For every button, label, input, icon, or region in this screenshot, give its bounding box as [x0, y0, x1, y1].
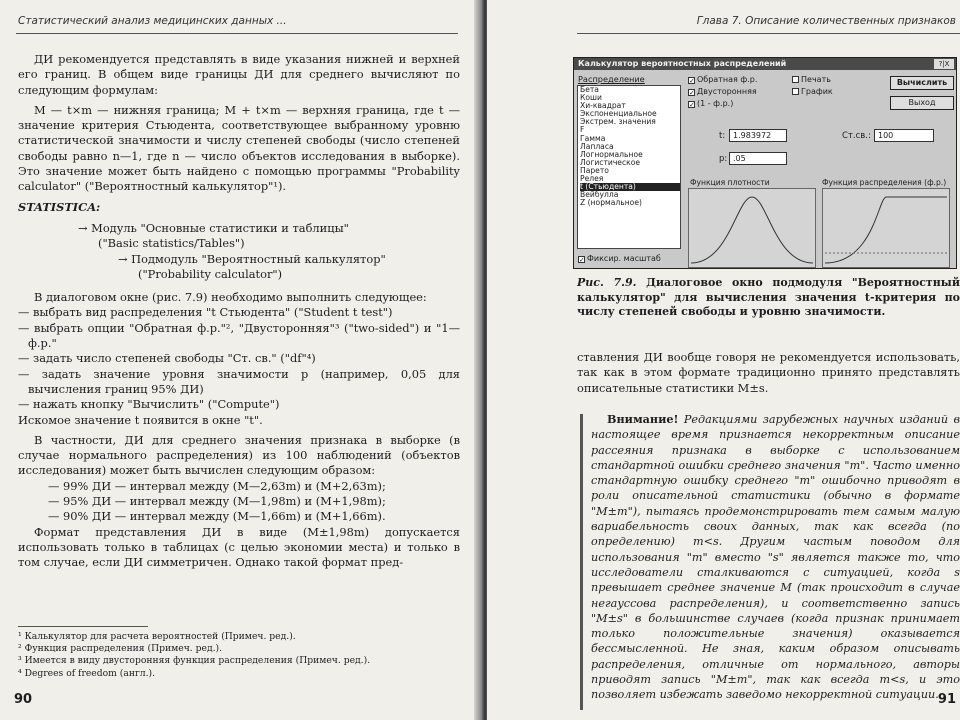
- graph-checkbox[interactable]: [792, 87, 833, 96]
- paragraph-5: В частности, ДИ для среднего значения признака в выборке (в случае нормального распределения) из 100 наблюдений (объектов исследования) может быть вычислен следующим образом:: [18, 432, 460, 478]
- step-3: — задать число степеней свободы "Ст. св." ("df"⁴): [18, 351, 316, 366]
- two-sided-checkbox[interactable]: [688, 87, 757, 96]
- figure-caption: [577, 276, 960, 320]
- print-checkbox[interactable]: [792, 75, 831, 84]
- checkbox-checked-icon: ✓: [689, 77, 695, 85]
- distribution-item[interactable]: Экспоненциальное: [580, 109, 657, 119]
- probability-calculator-dialog: [573, 57, 957, 269]
- ci-90: — 90% ДИ — интервал между (M—1,66m) и (M+1,66m).: [48, 509, 386, 524]
- checkbox-empty-icon: [792, 88, 799, 95]
- p-value-field[interactable]: .05: [729, 152, 787, 165]
- paragraph-2: M — t×m — нижняя граница; M + t×m — верхняя граница, где t — значение критерия Стьюдента, соответствующее выбранному уровню статистической значимости и числу степеней свободы (число степеней свободы равно n—1, где n — число объектов исследования в выборке). Это значение может быть найдено с помощью программы "Probability calculator" ("Вероятностный калькулятор"¹).: [18, 102, 460, 194]
- distribution-list[interactable]: [577, 85, 681, 249]
- cdf-graph-title: Функция распределения (ф.р.): [822, 178, 947, 187]
- graph-label: График: [801, 87, 833, 96]
- running-head-right: Глава 7. Описание количественных признаков: [696, 15, 956, 27]
- paragraph-continued: ставления ДИ вообще говоря не рекомендуется использовать, так как в этом формате традиционно принято представлять описательные статистики M±s.: [577, 350, 960, 395]
- menu-path-submodule: → Подмодуль "Вероятностный калькулятор": [118, 251, 386, 266]
- distribution-item[interactable]: t (Стьюдента): [580, 183, 680, 191]
- distribution-label: Распределение: [578, 74, 645, 84]
- footnote-1: ¹ Калькулятор для расчета вероятностей (Примеч. ред.).: [18, 631, 296, 642]
- note-label: Внимание!: [607, 412, 679, 426]
- footnote-2: ² Функция распределения (Примеч. ред.).: [18, 643, 223, 655]
- exit-button[interactable]: Выход: [890, 96, 954, 110]
- right-page: [487, 0, 960, 720]
- distribution-item[interactable]: Релея: [580, 174, 604, 184]
- print-label: Печать: [801, 75, 831, 84]
- cdf-graph: [822, 188, 950, 268]
- step-5: — нажать кнопку "Вычислить" ("Compute"): [18, 397, 280, 412]
- density-graph: [688, 188, 816, 268]
- distribution-item[interactable]: Коши: [580, 93, 602, 103]
- cdf-curve: [823, 189, 949, 267]
- distribution-item[interactable]: Вейбулла: [580, 190, 619, 200]
- page-number-left: 90: [14, 692, 33, 707]
- menu-path-module: → Модуль "Основные статистики и таблицы": [78, 220, 349, 235]
- one-minus-cdf-checkbox[interactable]: [688, 99, 733, 108]
- checkbox-checked-icon: ✓: [579, 256, 585, 264]
- step-1: — выбрать вид распределения "t Стьюдента" ("Student t test"): [18, 305, 393, 320]
- close-icon[interactable]: ?|X: [934, 59, 954, 69]
- distribution-item[interactable]: Логистическое: [580, 157, 641, 167]
- density-graph-title: Функция плотности: [690, 178, 770, 187]
- footnote-rule: [18, 626, 148, 627]
- two-sided-label: Двусторонняя: [697, 87, 757, 96]
- df-label: Ст.св.:: [842, 131, 871, 141]
- distribution-item[interactable]: Экстрем. значения: [580, 117, 656, 127]
- inverse-cdf-checkbox[interactable]: [688, 75, 757, 84]
- density-curve: [689, 189, 815, 267]
- checkbox-checked-icon: ✓: [689, 101, 695, 109]
- p-label: p:: [719, 154, 728, 164]
- fix-scale-label: Фиксир. масштаб: [587, 254, 661, 263]
- left-body: [18, 52, 460, 571]
- distribution-item[interactable]: F: [580, 125, 585, 135]
- ci-95: — 95% ДИ — интервал между (M—1,98m) и (M+1,98m);: [48, 494, 386, 509]
- note-bar: [580, 414, 583, 710]
- header-rule: [577, 33, 960, 34]
- t-label: t:: [719, 131, 726, 141]
- running-head-left: Статистический анализ медицинских данных ...: [18, 15, 287, 27]
- one-minus-cdf-label: (1 - ф.р.): [697, 99, 734, 108]
- figure-caption-text: Диалоговое окно подмодуля "Вероятностный калькулятор" для вычисления значения t-критерия по числу степеней свободы и уровню значимости.: [577, 276, 960, 318]
- checkbox-checked-icon: ✓: [689, 89, 695, 97]
- note-text: Редакциями зарубежных научных изданий в настоящее время признается некорректным описание рассеяния признака в выборке с использованием стандартной ошибки среднего значения "m". Часто именно стандартную ошибку среднего "m" ошибочно приводят в роли описательной статистики (обычно в формате "M±m"), пытаясь продемонстрировать тем самым малую вариабельность своих данных, так как всегда (по определению) m<s. Другим частым поводом для использования "m" вместо "s" является также то, что исследователи сталкиваются с ситуацией, когда s превышает среднее значение M (так происходит в случае негауссова распределения), и соответственно запись "M±s" в большинстве случаев (когда признак принимает только положительные значения) оказывается бессмысленной. Не зная, каким образом описывать распределения, отличные от нормального, авторы приводят запись "M±m", так как всегда m<s, и это позволяет избежать заведомо некорректной ситуации.: [591, 413, 960, 702]
- paragraph-3: В диалоговом окне (рис. 7.9) необходимо выполнить следующее:: [34, 290, 427, 305]
- menu-path-submodule-en: ("Probability calculator"): [138, 266, 283, 281]
- footnote-4: ⁴ Degrees of freedom (англ.).: [18, 667, 156, 679]
- distribution-item[interactable]: Лапласа: [580, 141, 614, 151]
- statistica-title: STATISTICA:: [18, 199, 101, 214]
- header-rule: [16, 33, 458, 34]
- inverse-cdf-label: Обратная ф.р.: [697, 75, 758, 84]
- dialog-title: Калькулятор вероятностных распределений: [574, 58, 956, 70]
- compute-button[interactable]: Вычислить: [890, 76, 954, 90]
- checkbox-empty-icon: [792, 76, 799, 83]
- ci-99: — 99% ДИ — интервал между (M—2,63m) и (M+2,63m);: [48, 478, 386, 493]
- paragraph-1: ДИ рекомендуется представлять в виде указания нижней и верхней его границ. В общем виде границы ДИ для среднего вычисляют по следующим формулам:: [18, 52, 460, 97]
- distribution-item[interactable]: Хи-квадрат: [580, 101, 626, 111]
- distribution-item[interactable]: Гамма: [580, 133, 606, 143]
- footnotes: [18, 626, 460, 680]
- page-number-right: 91: [937, 692, 956, 707]
- distribution-item[interactable]: Бета: [580, 85, 599, 94]
- step-2: — выбрать опции "Обратная ф.р."², "Двусторонняя"³ ("two-sided") и "1— ф.р.": [18, 320, 460, 351]
- distribution-item[interactable]: Z (нормальное): [580, 198, 642, 208]
- footnote-3: ³ Имеется в виду двусторонняя функция распределения (Примеч. ред.).: [18, 655, 371, 667]
- figure-number: Рис. 7.9.: [577, 276, 637, 289]
- t-value-field[interactable]: 1.983972: [729, 129, 787, 142]
- attention-note: [591, 412, 960, 703]
- distribution-item[interactable]: Парето: [580, 165, 609, 175]
- paragraph-4: Искомое значение t появится в окне "t".: [18, 412, 263, 427]
- distribution-item[interactable]: Логнормальное: [580, 149, 643, 159]
- df-value-field[interactable]: 100: [874, 129, 934, 142]
- menu-path-module-en: ("Basic statistics/Tables"): [98, 236, 245, 251]
- step-4: — задать значение уровня значимости p (например, 0,05 для вычисления границ 95% ДИ): [18, 366, 460, 396]
- fix-scale-checkbox[interactable]: [578, 254, 661, 263]
- paragraph-6: Формат представления ДИ в виде (M±1,98m) допускается использовать только в таблицах (с целью экономии места) и только в том случае, если ДИ симметричен. Однако такой формат пред-: [18, 524, 460, 570]
